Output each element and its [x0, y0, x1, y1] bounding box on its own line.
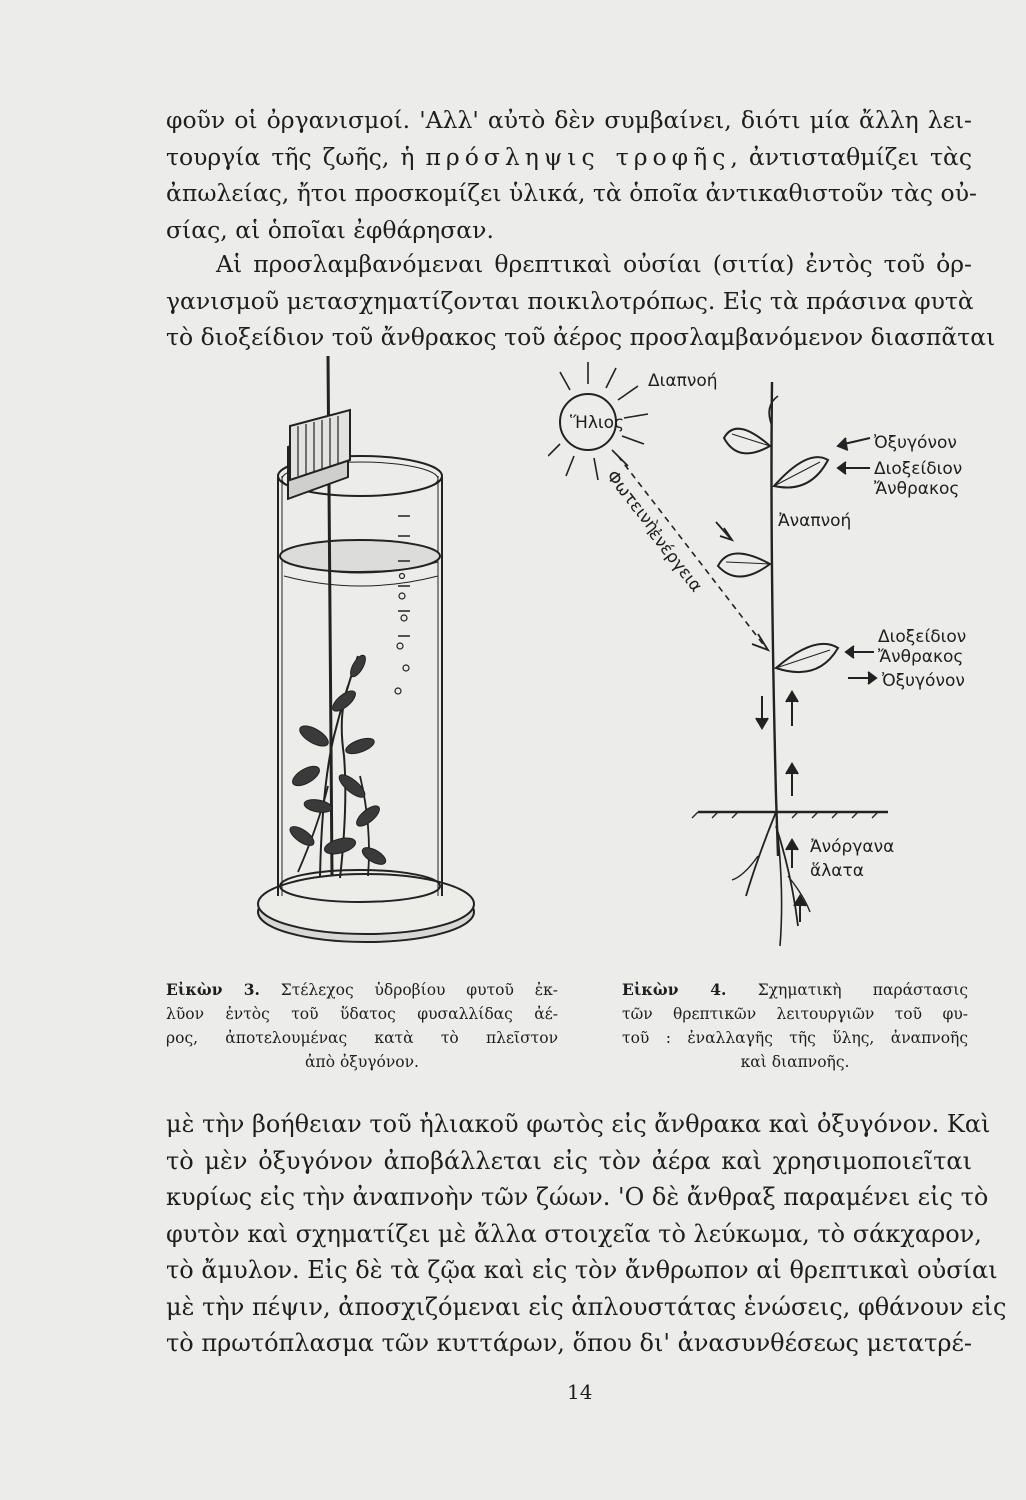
respiration-label: Ἀναπνοή — [778, 511, 852, 531]
text-line: τὸ πρωτόπλασμα τῶν κυττάρων, ὅπου δι' ἀνασυνθέσεως μετατρέ- — [166, 1329, 972, 1357]
co2-label-top-1: Διοξείδιον — [874, 459, 963, 479]
text-line: μὲ τὴν πέψιν, ἀποσχιζόμεναι εἰς ἁπλουστάτας ἑνώσεις, φθάνουν εἰς — [166, 1292, 1007, 1321]
figure-4-caption — [622, 978, 968, 1074]
text-line: κυρίως εἰς τὴν ἀναπνοὴν τῶν ζώων. 'Ο δὲ ἄνθραξ παραμένει εἰς τὸ — [166, 1183, 989, 1211]
text-line: Αἱ προσλαμβανόμεναι θρεπτικαὶ οὐσίαι (σιτία) ἐντὸς τοῦ ὀρ- — [216, 250, 972, 278]
light-energy-label-2: ἐνέργεια — [644, 524, 706, 597]
caption-line: τῶν θρεπτικῶν λειτουργιῶν τοῦ φυ- — [622, 1005, 968, 1023]
page-number: 14 — [567, 1380, 593, 1404]
paragraph-middle — [166, 246, 996, 356]
transpiration-label: Διαπνοή — [648, 371, 718, 391]
minerals-label-1: Ἀνόργανα — [810, 837, 895, 857]
figure-4-plant-schematic — [548, 356, 988, 956]
text-line: φοῦν οἱ ὀργανισμοί. 'Αλλ' αὐτὸ δὲν συμβαίνει, διότι μία ἄλλη λει- — [166, 106, 972, 134]
figure-3-cylinder-illustration — [248, 356, 548, 968]
text-line: τὸ μὲν ὀξυγόνον ἀποβάλλεται εἰς τὸν ἀέρα καὶ χρησιμοποιεῖται — [166, 1146, 972, 1175]
text-line: τουργία τῆς ζωῆς, ἡ πρόσληψις τροφῆς, ἀντισταθμίζει τὰς — [166, 142, 972, 171]
paragraph-top — [166, 102, 977, 248]
figure-3-caption — [166, 978, 558, 1074]
caption-line: καὶ διαπνοῆς. — [740, 1053, 850, 1071]
text-line: τὸ ἄμυλον. Εἰς δὲ τὰ ζῷα καὶ εἰς τὸν ἄνθρωπον αἱ θρεπτικαὶ οὐσίαι — [166, 1256, 998, 1284]
co2-label-mid-1: Διοξείδιον — [878, 627, 967, 647]
minerals-label-2: ἅλατα — [810, 861, 864, 881]
text-line: ἀπωλείας, ἤτοι προσκομίζει ὑλικά, τὰ ὁποῖα ἀντικαθιστοῦν τὰς οὐ- — [166, 179, 977, 207]
text-line: γανισμοῦ μετασχηματίζονται ποικιλοτρόπως. Εἰς τὰ πράσινα φυτὰ — [166, 286, 974, 315]
caption-line: Εἰκὼν 4. Σχηματικὴ παράστασις — [622, 980, 968, 999]
text-line: μὲ τὴν βοήθειαν τοῦ ἡλιακοῦ φωτὸς εἰς ἄνθρακα καὶ ὀξυγόνον. Καὶ — [166, 1110, 991, 1138]
caption-line: Εἰκὼν 3. Στέλεχος ὑδροβίου φυτοῦ ἐκ- — [166, 980, 558, 999]
sun-label: Ἥλιος — [570, 413, 625, 433]
text-line: φυτὸν καὶ σχηματίζει μὲ ἄλλα στοιχεῖα τὸ λεύκωμα, τὸ σάκχαρον, — [166, 1219, 982, 1248]
paragraph-bottom — [166, 1106, 1007, 1362]
caption-line: τοῦ : ἐναλλαγῆς τῆς ὕλης, ἀναπνοῆς — [622, 1029, 968, 1047]
emphasized-term: πρόσληψις τροφῆς — [425, 142, 731, 171]
text-line: σίας, αἱ ὁποῖαι ἐφθάρησαν. — [166, 215, 494, 244]
co2-label-mid-2: Ἄνθρακος — [878, 647, 964, 667]
co2-label-top-2: Ἄνθρακος — [874, 479, 960, 499]
caption-line: λῦον ἐντὸς τοῦ ὕδατος φυσαλλίδας ἀέ- — [166, 1005, 558, 1023]
oxygen-label-mid: Ὀξυγόνον — [882, 671, 965, 691]
light-energy-label-1: Φωτεινὴ — [602, 466, 663, 537]
text-line: τὸ διοξείδιον τοῦ ἄνθρακος τοῦ ἀέρος προσλαμβανόμενον διασπᾶται — [166, 323, 996, 351]
caption-line: ρος, ἀποτελουμένας κατὰ τὸ πλεῖστον — [166, 1029, 558, 1047]
oxygen-label-top: Ὀξυγόνον — [874, 433, 957, 453]
caption-line: ἀπὸ ὀξυγόνον. — [305, 1053, 419, 1071]
